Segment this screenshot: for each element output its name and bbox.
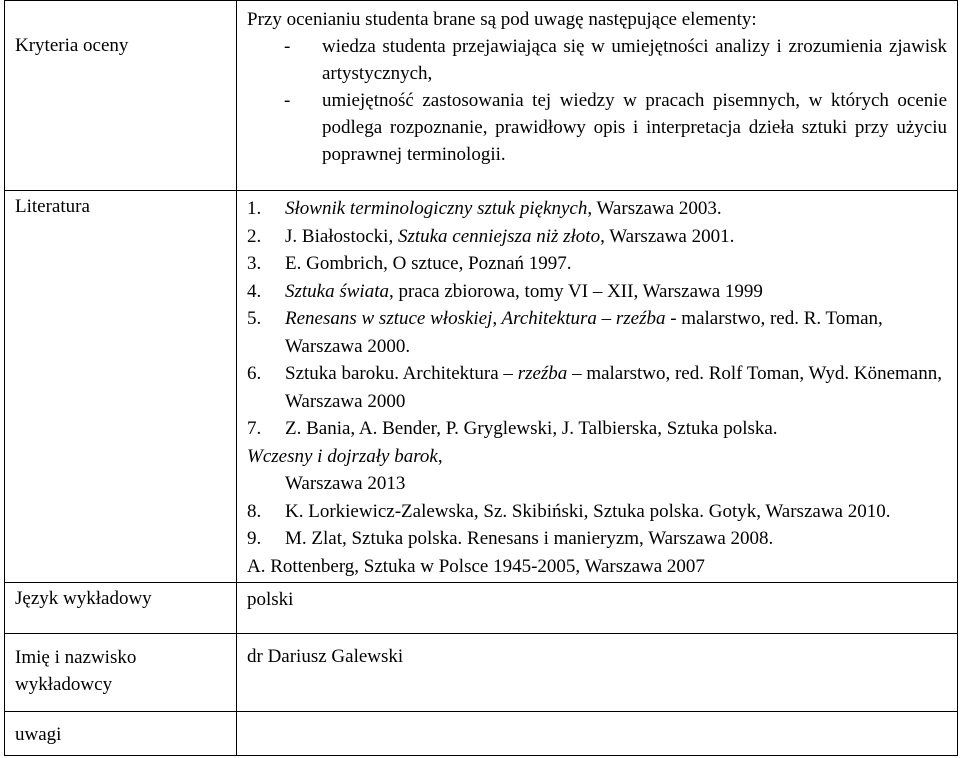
- literatura-text: A. Rottenberg, Sztuka w Polsce 1945-2005, Warszawa 2007: [247, 555, 705, 577]
- literatura-item-number: 3.: [247, 253, 262, 274]
- kryteria-item-text: umiejętność zastosowania tej wiedzy w pracach pisemnych, w których ocenie podlega rozpoznanie, prawidłowy opis i interpretacja dzieła sztuki przy użyciu poprawnej terminologii.: [322, 90, 947, 165]
- literatura-item-number: 2.: [247, 225, 262, 247]
- literatura-item: [247, 443, 947, 471]
- literatura-text: M. Zlat, Sztuka polska. Renesans i manieryzm, Warszawa 2008.: [285, 528, 774, 549]
- jezyk-value: polski: [247, 589, 294, 610]
- wykladowca-value-cell: [237, 634, 958, 712]
- row-wykladowca: [5, 634, 958, 712]
- literatura-item: [247, 223, 947, 251]
- literatura-item: [247, 525, 947, 553]
- literatura-item-number: 4.: [247, 280, 262, 302]
- wykladowca-label: Imię i nazwisko wykładowcy: [15, 647, 137, 695]
- literatura-text: - malarstwo, red. R. Toman, Warszawa 2000.: [285, 308, 883, 357]
- dash-marker: -: [284, 36, 291, 57]
- kryteria-label-cell: [5, 1, 237, 191]
- uwagi-label: uwagi: [15, 724, 62, 745]
- syllabus-table: [4, 0, 958, 756]
- literatura-item: [247, 415, 947, 443]
- kryteria-content-cell: [237, 1, 958, 191]
- literatura-text: J. Białostocki,: [285, 225, 398, 247]
- dash-marker: -: [284, 90, 291, 111]
- kryteria-item-text: wiedza studenta przejawiająca się w umiejętności analizy i zrozumienia zjawisk artystycznych,: [322, 36, 947, 84]
- kryteria-list: [247, 33, 947, 168]
- literatura-title: rzeźba: [517, 363, 568, 384]
- literatura-item-number: 5.: [247, 308, 262, 329]
- literatura-text: Sztuka baroku. Architektura –: [285, 363, 518, 384]
- uwagi-value: [237, 712, 957, 726]
- literatura-item-number: 8.: [247, 500, 262, 522]
- literatura-title: Renesans w sztuce włoskiej, Architektura – rzeźba: [285, 308, 666, 329]
- literatura-text: Warszawa 2013: [285, 473, 406, 494]
- literatura-text: , Warszawa 2003.: [587, 198, 722, 219]
- literatura-item: [247, 195, 947, 223]
- literatura-title: Sztuka cenniejsza niż złoto: [397, 225, 601, 247]
- literatura-item-number: 6.: [247, 363, 262, 384]
- jezyk-label-cell: [5, 583, 237, 634]
- row-jezyk: [5, 583, 958, 634]
- literatura-item-number: 7.: [247, 418, 262, 439]
- literatura-label-cell: [5, 191, 237, 583]
- uwagi-label-cell: [5, 712, 237, 756]
- literatura-text: ,: [437, 445, 443, 467]
- wykladowca-value: dr Dariusz Galewski: [247, 646, 404, 667]
- literatura-item: [247, 278, 947, 306]
- kryteria-item: [247, 87, 947, 168]
- literatura-item: [247, 553, 947, 581]
- literatura-title: Sztuka świata: [285, 280, 389, 302]
- literatura-item: [247, 498, 947, 526]
- literatura-list: [247, 195, 947, 580]
- literatura-item: [247, 305, 947, 360]
- uwagi-value-cell: [237, 712, 958, 756]
- kryteria-item: [247, 33, 947, 87]
- literatura-item-number: 9.: [247, 528, 262, 549]
- literatura-text: , praca zbiorowa, tomy VI – XII, Warszawa 1999: [388, 280, 763, 302]
- row-uwagi: [5, 712, 958, 756]
- literatura-content-cell: [237, 191, 958, 583]
- literatura-item: [247, 470, 947, 498]
- row-kryteria: [5, 1, 958, 191]
- row-literatura: [5, 191, 958, 583]
- literatura-title: Wczesny i dojrzały barok: [247, 445, 438, 467]
- literatura-label: Literatura: [15, 196, 90, 217]
- literatura-item-number: 1.: [247, 198, 262, 219]
- jezyk-value-cell: [237, 583, 958, 634]
- literatura-item: [247, 250, 947, 278]
- wykladowca-label-cell: [5, 634, 237, 712]
- literatura-title: Słownik terminologiczny sztuk pięknych: [285, 198, 588, 219]
- jezyk-label: Język wykładowy: [15, 588, 152, 609]
- literatura-text: Z. Bania, A. Bender, P. Gryglewski, J. Talbierska, Sztuka polska.: [285, 418, 778, 439]
- literatura-item: [247, 360, 947, 415]
- kryteria-intro: Przy ocenianiu studenta brane są pod uwagę następujące elementy:: [247, 9, 757, 30]
- literatura-text: E. Gombrich, O sztuce, Poznań 1997.: [285, 253, 572, 274]
- kryteria-label: Kryteria oceny: [15, 35, 129, 56]
- literatura-text: K. Lorkiewicz-Zalewska, Sz. Skibiński, Sztuka polska. Gotyk, Warszawa 2010.: [285, 500, 891, 522]
- literatura-text: – malarstwo, red. Rolf Toman, Wyd. Könemann, Warszawa 2000: [285, 363, 942, 412]
- literatura-text: , Warszawa 2001.: [600, 225, 735, 247]
